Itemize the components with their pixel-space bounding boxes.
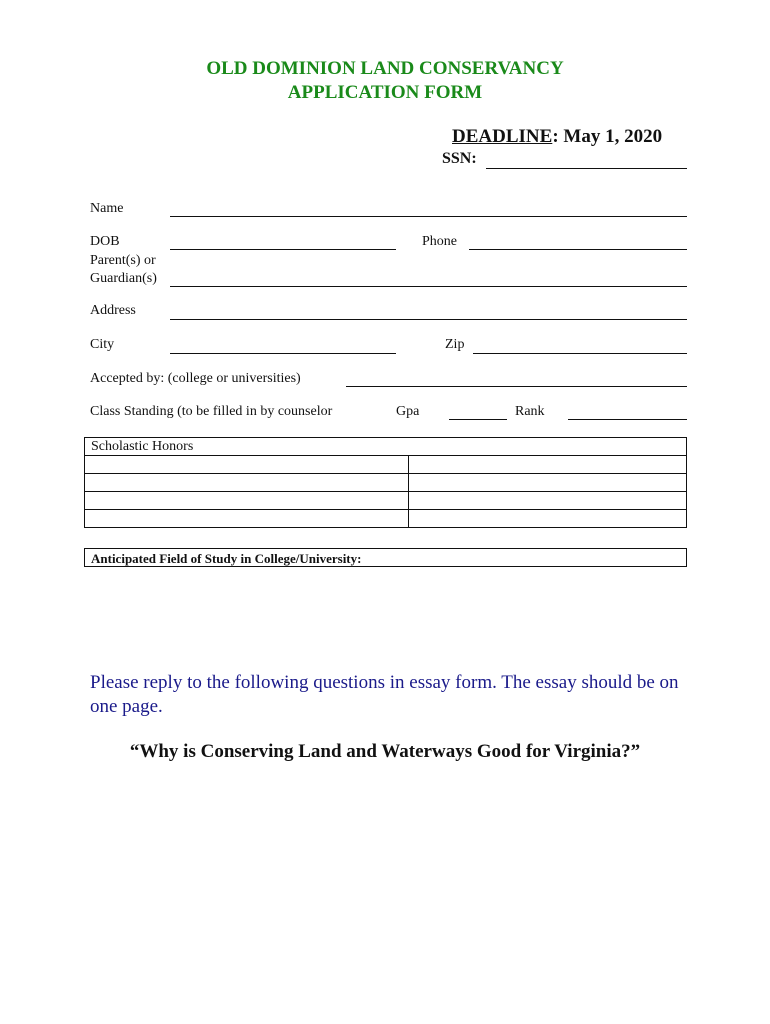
rank-field[interactable]	[568, 419, 687, 420]
guardian-label-line2: Guardian(s)	[90, 271, 157, 286]
table-row	[85, 510, 687, 528]
honors-cell[interactable]	[85, 474, 409, 492]
accepted-by-field[interactable]	[346, 386, 687, 387]
gpa-field[interactable]	[449, 419, 507, 420]
honors-cell[interactable]	[85, 456, 409, 474]
table-header-row	[85, 438, 687, 456]
guardian-label-line1: Parent(s) or	[90, 253, 156, 268]
name-label: Name	[90, 201, 124, 216]
honors-cell[interactable]	[409, 456, 687, 474]
honors-cell[interactable]	[409, 492, 687, 510]
essay-instructions: Please reply to the following questions in essay form. The essay should be on one page.	[90, 672, 679, 717]
class-standing-label: Class Standing (to be filled in by counselor	[90, 404, 333, 419]
honors-cell[interactable]	[85, 492, 409, 510]
phone-label: Phone	[422, 234, 457, 249]
scholastic-honors-header: Scholastic Honors	[85, 438, 687, 456]
dob-field[interactable]	[170, 249, 396, 250]
zip-label: Zip	[445, 337, 465, 352]
gpa-label: Gpa	[396, 404, 420, 419]
honors-cell[interactable]	[409, 474, 687, 492]
zip-field[interactable]	[473, 353, 687, 354]
deadline	[452, 126, 662, 148]
honors-cell[interactable]	[409, 510, 687, 528]
phone-field[interactable]	[469, 249, 687, 250]
deadline-label: DEADLINE	[452, 126, 553, 147]
scholastic-honors-table	[84, 437, 687, 528]
city-label: City	[90, 337, 115, 352]
guardian-field[interactable]	[170, 286, 687, 287]
address-field[interactable]	[170, 319, 687, 320]
address-label: Address	[90, 303, 136, 318]
field-of-study-box[interactable]: Anticipated Field of Study in College/University:	[84, 548, 687, 567]
table-row	[85, 456, 687, 474]
dob-label: DOB	[90, 234, 120, 249]
ssn-label: SSN:	[442, 150, 477, 167]
table-row	[85, 474, 687, 492]
accepted-by-label: Accepted by: (college or universities)	[90, 371, 301, 386]
form-title-line2: APPLICATION FORM	[287, 82, 483, 103]
deadline-value: : May 1, 2020	[552, 126, 663, 147]
table-row	[85, 492, 687, 510]
city-field[interactable]	[170, 353, 396, 354]
essay-question: “Why is Conserving Land and Waterways Good for Virginia?”	[129, 741, 641, 762]
name-field[interactable]	[170, 216, 687, 217]
form-title-line1: OLD DOMINION LAND CONSERVANCY	[206, 58, 564, 79]
rank-label: Rank	[515, 404, 545, 419]
ssn-field[interactable]	[486, 168, 687, 169]
honors-cell[interactable]	[85, 510, 409, 528]
